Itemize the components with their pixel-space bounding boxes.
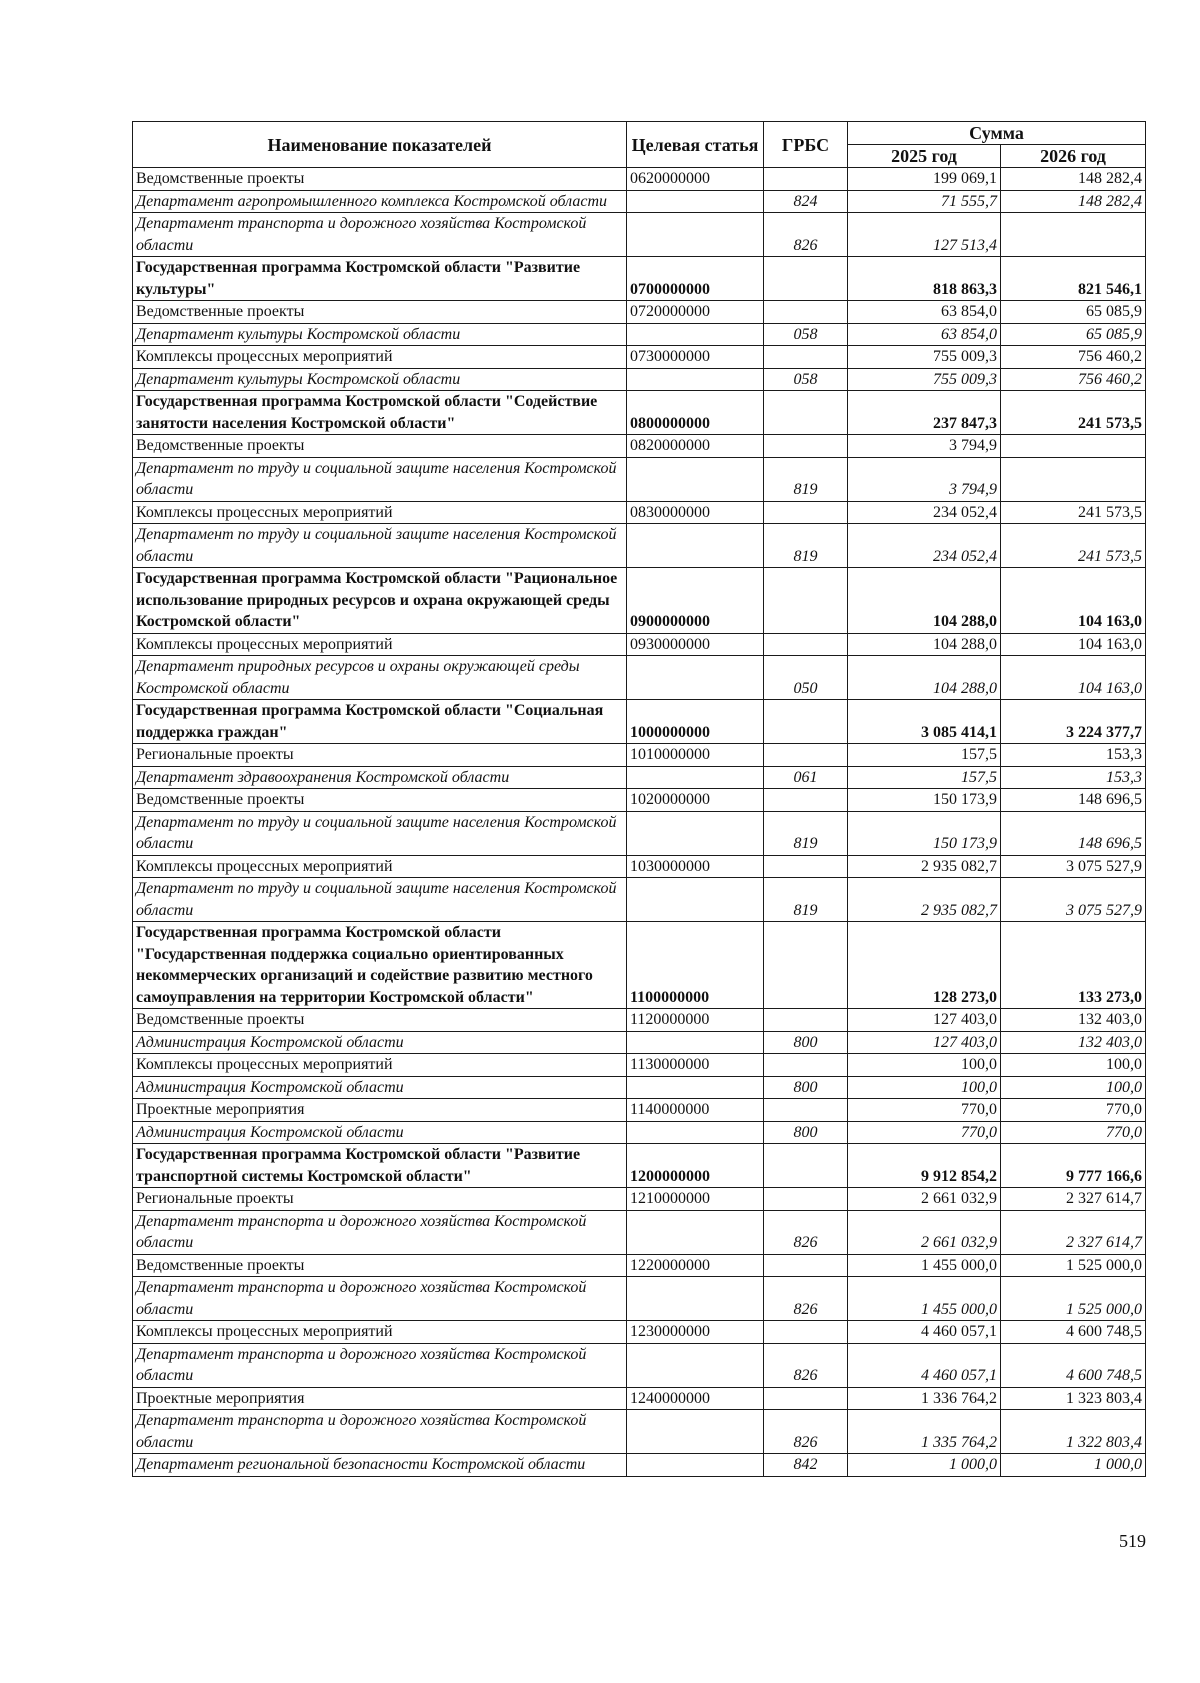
target-article-cell <box>627 656 764 700</box>
department-row <box>133 190 1146 213</box>
indicator-name-cell: Администрация Костромской области <box>133 1076 627 1099</box>
table-row <box>133 744 1146 767</box>
target-article-cell: 0720000000 <box>627 301 764 324</box>
department-row <box>133 524 1146 568</box>
grbs-cell: 826 <box>764 1210 848 1254</box>
grbs-cell: 819 <box>764 878 848 922</box>
target-article-cell: 0930000000 <box>627 633 764 656</box>
target-article-cell: 1000000000 <box>627 700 764 744</box>
sum-2025-cell: 1 455 000,0 <box>848 1254 1001 1277</box>
department-row <box>133 1210 1146 1254</box>
indicator-name-cell: Департамент транспорта и дорожного хозяйства Костромской области <box>133 1410 627 1454</box>
table-row <box>133 633 1146 656</box>
indicator-name-cell: Администрация Костромской области <box>133 1031 627 1054</box>
grbs-cell: 826 <box>764 1277 848 1321</box>
indicator-name-cell: Департамент культуры Костромской области <box>133 323 627 346</box>
department-row <box>133 1076 1146 1099</box>
indicator-name-cell: Департамент по труду и социальной защите населения Костромской области <box>133 878 627 922</box>
indicator-name-cell: Ведомственные проекты <box>133 789 627 812</box>
sum-2025-cell: 150 173,9 <box>848 811 1001 855</box>
sum-2026-cell: 100,0 <box>1001 1076 1146 1099</box>
target-article-cell <box>627 1121 764 1144</box>
sum-2025-cell: 157,5 <box>848 766 1001 789</box>
sum-2025-cell: 157,5 <box>848 744 1001 767</box>
sum-2025-cell: 234 052,4 <box>848 501 1001 524</box>
sum-2026-cell: 241 573,5 <box>1001 524 1146 568</box>
target-article-cell <box>627 1277 764 1321</box>
program-row <box>133 391 1146 435</box>
sum-2025-cell: 1 000,0 <box>848 1454 1001 1477</box>
target-article-cell: 0900000000 <box>627 568 764 634</box>
grbs-cell <box>764 1009 848 1032</box>
indicator-name-cell: Администрация Костромской области <box>133 1121 627 1144</box>
sum-2026-cell: 153,3 <box>1001 744 1146 767</box>
department-row <box>133 213 1146 257</box>
grbs-cell: 824 <box>764 190 848 213</box>
indicator-name-cell: Региональные проекты <box>133 1188 627 1211</box>
sum-2026-cell: 821 546,1 <box>1001 257 1146 301</box>
indicator-name-cell: Департамент транспорта и дорожного хозяйства Костромской области <box>133 213 627 257</box>
grbs-cell: 819 <box>764 457 848 501</box>
target-article-cell <box>627 1210 764 1254</box>
grbs-cell <box>764 391 848 435</box>
grbs-cell <box>764 568 848 634</box>
indicator-name-cell: Государственная программа Костромской области "Развитие культуры" <box>133 257 627 301</box>
sum-2025-cell: 127 513,4 <box>848 213 1001 257</box>
table-row <box>133 1099 1146 1122</box>
sum-2025-cell: 1 335 764,2 <box>848 1410 1001 1454</box>
sum-2026-cell: 1 525 000,0 <box>1001 1254 1146 1277</box>
indicator-name-cell: Комплексы процессных мероприятий <box>133 1054 627 1077</box>
indicator-name-cell: Департамент по труду и социальной защите населения Костромской области <box>133 457 627 501</box>
sum-2025-cell: 1 336 764,2 <box>848 1387 1001 1410</box>
sum-2025-cell: 770,0 <box>848 1099 1001 1122</box>
target-article-cell: 1130000000 <box>627 1054 764 1077</box>
grbs-cell: 800 <box>764 1121 848 1144</box>
indicator-name-cell: Ведомственные проекты <box>133 1009 627 1032</box>
table-row <box>133 1254 1146 1277</box>
target-article-cell: 1020000000 <box>627 789 764 812</box>
target-article-cell <box>627 1410 764 1454</box>
target-article-cell: 1100000000 <box>627 922 764 1009</box>
indicator-name-cell: Комплексы процессных мероприятий <box>133 855 627 878</box>
sum-2025-cell: 2 661 032,9 <box>848 1188 1001 1211</box>
sum-2026-cell: 1 525 000,0 <box>1001 1277 1146 1321</box>
sum-2026-cell: 2 327 614,7 <box>1001 1188 1146 1211</box>
department-row <box>133 1277 1146 1321</box>
grbs-cell: 058 <box>764 323 848 346</box>
indicator-name-cell: Проектные мероприятия <box>133 1099 627 1122</box>
department-row <box>133 457 1146 501</box>
header-row-1 <box>133 122 1146 145</box>
grbs-cell <box>764 700 848 744</box>
grbs-cell: 050 <box>764 656 848 700</box>
department-row <box>133 1410 1146 1454</box>
grbs-cell: 842 <box>764 1454 848 1477</box>
target-article-cell: 0620000000 <box>627 168 764 191</box>
indicator-name-cell: Региональные проекты <box>133 744 627 767</box>
target-article-cell: 1140000000 <box>627 1099 764 1122</box>
grbs-cell <box>764 744 848 767</box>
indicator-name-cell: Ведомственные проекты <box>133 435 627 458</box>
sum-2026-cell: 3 224 377,7 <box>1001 700 1146 744</box>
sum-2026-cell: 756 460,2 <box>1001 346 1146 369</box>
grbs-cell <box>764 922 848 1009</box>
department-row <box>133 878 1146 922</box>
target-article-cell: 1230000000 <box>627 1321 764 1344</box>
grbs-cell: 826 <box>764 213 848 257</box>
grbs-cell: 058 <box>764 368 848 391</box>
grbs-cell <box>764 301 848 324</box>
page-number: 519 <box>1119 1531 1146 1551</box>
sum-2026-cell: 3 075 527,9 <box>1001 855 1146 878</box>
target-article-cell: 0700000000 <box>627 257 764 301</box>
target-article-cell <box>627 878 764 922</box>
sum-2025-cell: 104 288,0 <box>848 633 1001 656</box>
grbs-cell: 800 <box>764 1076 848 1099</box>
target-article-cell <box>627 457 764 501</box>
table-row <box>133 435 1146 458</box>
sum-2026-cell: 241 573,5 <box>1001 501 1146 524</box>
department-row <box>133 1121 1146 1144</box>
target-article-cell: 1210000000 <box>627 1188 764 1211</box>
target-article-cell: 0830000000 <box>627 501 764 524</box>
table-row <box>133 1009 1146 1032</box>
indicator-name-cell: Департамент агропромышленного комплекса Костромской области <box>133 190 627 213</box>
sum-2026-cell: 104 163,0 <box>1001 633 1146 656</box>
sum-2025-cell: 71 555,7 <box>848 190 1001 213</box>
target-article-cell <box>627 190 764 213</box>
sum-2026-cell: 1 323 803,4 <box>1001 1387 1146 1410</box>
sum-2026-cell: 241 573,5 <box>1001 391 1146 435</box>
sum-2026-cell: 65 085,9 <box>1001 301 1146 324</box>
department-row <box>133 766 1146 789</box>
sum-2025-cell: 234 052,4 <box>848 524 1001 568</box>
program-row <box>133 922 1146 1009</box>
indicator-name-cell: Государственная программа Костромской области "Социальная поддержка граждан" <box>133 700 627 744</box>
indicator-name-cell: Департамент по труду и социальной защите населения Костромской области <box>133 811 627 855</box>
target-article-cell: 0800000000 <box>627 391 764 435</box>
program-row <box>133 568 1146 634</box>
sum-2025-cell: 2 935 082,7 <box>848 855 1001 878</box>
table-row <box>133 168 1146 191</box>
target-article-cell: 1030000000 <box>627 855 764 878</box>
sum-2025-cell: 63 854,0 <box>848 323 1001 346</box>
sum-2026-cell: 148 282,4 <box>1001 190 1146 213</box>
department-row <box>133 1343 1146 1387</box>
target-article-cell: 1200000000 <box>627 1144 764 1188</box>
grbs-cell: 819 <box>764 811 848 855</box>
grbs-cell <box>764 1054 848 1077</box>
sum-2026-cell: 770,0 <box>1001 1121 1146 1144</box>
sum-2026-cell: 153,3 <box>1001 766 1146 789</box>
grbs-cell <box>764 168 848 191</box>
sum-2025-cell: 100,0 <box>848 1054 1001 1077</box>
sum-2026-cell: 132 403,0 <box>1001 1031 1146 1054</box>
indicator-name-cell: Ведомственные проекты <box>133 301 627 324</box>
grbs-cell <box>764 1387 848 1410</box>
indicator-name-cell: Департамент культуры Костромской области <box>133 368 627 391</box>
indicator-name-cell: Департамент транспорта и дорожного хозяйства Костромской области <box>133 1277 627 1321</box>
target-article-cell: 0820000000 <box>627 435 764 458</box>
table-row <box>133 346 1146 369</box>
grbs-cell: 800 <box>764 1031 848 1054</box>
table-row <box>133 501 1146 524</box>
sum-2026-cell <box>1001 435 1146 458</box>
sum-2026-cell <box>1001 213 1146 257</box>
grbs-cell: 061 <box>764 766 848 789</box>
sum-2025-cell: 4 460 057,1 <box>848 1321 1001 1344</box>
sum-2025-cell: 199 069,1 <box>848 168 1001 191</box>
table-body <box>133 168 1146 1477</box>
grbs-cell: 826 <box>764 1410 848 1454</box>
target-article-cell <box>627 213 764 257</box>
grbs-cell <box>764 633 848 656</box>
indicator-name-cell: Государственная программа Костромской области "Развитие транспортной системы Костромской области" <box>133 1144 627 1188</box>
indicator-name-cell: Государственная программа Костромской области "Содействие занятости населения Костромской области" <box>133 391 627 435</box>
sum-2026-cell: 756 460,2 <box>1001 368 1146 391</box>
grbs-cell <box>764 1099 848 1122</box>
target-article-cell <box>627 368 764 391</box>
sum-2025-cell: 104 288,0 <box>848 568 1001 634</box>
indicator-name-cell: Комплексы процессных мероприятий <box>133 1321 627 1344</box>
sum-2025-cell: 9 912 854,2 <box>848 1144 1001 1188</box>
department-row <box>133 1454 1146 1477</box>
target-article-cell: 0730000000 <box>627 346 764 369</box>
sum-2025-cell: 755 009,3 <box>848 368 1001 391</box>
sum-2025-cell: 1 455 000,0 <box>848 1277 1001 1321</box>
target-article-cell <box>627 524 764 568</box>
sum-2026-cell: 148 696,5 <box>1001 811 1146 855</box>
table-row <box>133 1188 1146 1211</box>
grbs-cell <box>764 1254 848 1277</box>
target-article-cell <box>627 1031 764 1054</box>
target-article-cell: 1120000000 <box>627 1009 764 1032</box>
sum-2025-cell: 104 288,0 <box>848 656 1001 700</box>
target-article-cell: 1010000000 <box>627 744 764 767</box>
sum-2026-cell: 100,0 <box>1001 1054 1146 1077</box>
sum-2025-cell: 2 935 082,7 <box>848 878 1001 922</box>
grbs-cell <box>764 855 848 878</box>
target-article-cell <box>627 1076 764 1099</box>
sum-2026-cell: 4 600 748,5 <box>1001 1321 1146 1344</box>
indicator-name-cell: Государственная программа Костромской области "Государственная поддержка социально ориентированных некоммерческих организаций и содействие развитию местного самоуправления на территории Костромской области" <box>133 922 627 1009</box>
target-article-cell <box>627 1343 764 1387</box>
department-row <box>133 323 1146 346</box>
table-row <box>133 1387 1146 1410</box>
sum-2025-cell: 150 173,9 <box>848 789 1001 812</box>
grbs-cell <box>764 789 848 812</box>
indicator-name-cell: Комплексы процессных мероприятий <box>133 501 627 524</box>
department-row <box>133 656 1146 700</box>
sum-2025-cell: 128 273,0 <box>848 922 1001 1009</box>
indicator-name-cell: Департамент природных ресурсов и охраны окружающей среды Костромской области <box>133 656 627 700</box>
target-article-cell: 1220000000 <box>627 1254 764 1277</box>
grbs-cell <box>764 1321 848 1344</box>
budget-table <box>132 121 1146 1477</box>
sum-2026-cell: 104 163,0 <box>1001 568 1146 634</box>
sum-2026-cell: 3 075 527,9 <box>1001 878 1146 922</box>
table-row <box>133 301 1146 324</box>
header-sum: Сумма <box>848 122 1146 145</box>
sum-2026-cell: 2 327 614,7 <box>1001 1210 1146 1254</box>
target-article-cell: 1240000000 <box>627 1387 764 1410</box>
sum-2026-cell: 1 000,0 <box>1001 1454 1146 1477</box>
sum-2025-cell: 4 460 057,1 <box>848 1343 1001 1387</box>
header-year-2026: 2026 год <box>1001 145 1146 168</box>
sum-2025-cell: 3 794,9 <box>848 435 1001 458</box>
sum-2025-cell: 818 863,3 <box>848 257 1001 301</box>
sum-2026-cell: 9 777 166,6 <box>1001 1144 1146 1188</box>
grbs-cell <box>764 435 848 458</box>
grbs-cell: 826 <box>764 1343 848 1387</box>
sum-2025-cell: 770,0 <box>848 1121 1001 1144</box>
program-row <box>133 257 1146 301</box>
table-row <box>133 789 1146 812</box>
grbs-cell <box>764 1144 848 1188</box>
target-article-cell <box>627 323 764 346</box>
indicator-name-cell: Департамент транспорта и дорожного хозяйства Костромской области <box>133 1343 627 1387</box>
sum-2026-cell: 4 600 748,5 <box>1001 1343 1146 1387</box>
sum-2026-cell: 770,0 <box>1001 1099 1146 1122</box>
sum-2026-cell: 1 322 803,4 <box>1001 1410 1146 1454</box>
department-row <box>133 368 1146 391</box>
sum-2026-cell: 148 696,5 <box>1001 789 1146 812</box>
sum-2025-cell: 127 403,0 <box>848 1031 1001 1054</box>
indicator-name-cell: Департамент региональной безопасности Костромской области <box>133 1454 627 1477</box>
indicator-name-cell: Ведомственные проекты <box>133 1254 627 1277</box>
header-target-article: Целевая статья <box>627 122 764 168</box>
header-year-2025: 2025 год <box>848 145 1001 168</box>
header-indicator-name: Наименование показателей <box>133 122 627 168</box>
sum-2026-cell: 104 163,0 <box>1001 656 1146 700</box>
table-row <box>133 855 1146 878</box>
sum-2025-cell: 63 854,0 <box>848 301 1001 324</box>
sum-2025-cell: 3 085 414,1 <box>848 700 1001 744</box>
department-row <box>133 1031 1146 1054</box>
grbs-cell <box>764 257 848 301</box>
indicator-name-cell: Комплексы процессных мероприятий <box>133 346 627 369</box>
sum-2026-cell: 65 085,9 <box>1001 323 1146 346</box>
target-article-cell <box>627 766 764 789</box>
indicator-name-cell: Ведомственные проекты <box>133 168 627 191</box>
table-row <box>133 1054 1146 1077</box>
target-article-cell <box>627 811 764 855</box>
sum-2025-cell: 2 661 032,9 <box>848 1210 1001 1254</box>
indicator-name-cell: Департамент по труду и социальной защите населения Костромской области <box>133 524 627 568</box>
header-grbs: ГРБС <box>764 122 848 168</box>
program-row <box>133 700 1146 744</box>
program-row <box>133 1144 1146 1188</box>
indicator-name-cell: Департамент здравоохранения Костромской области <box>133 766 627 789</box>
grbs-cell <box>764 501 848 524</box>
grbs-cell: 819 <box>764 524 848 568</box>
sum-2026-cell: 148 282,4 <box>1001 168 1146 191</box>
sum-2026-cell: 133 273,0 <box>1001 922 1146 1009</box>
grbs-cell <box>764 346 848 369</box>
indicator-name-cell: Проектные мероприятия <box>133 1387 627 1410</box>
sum-2026-cell <box>1001 457 1146 501</box>
grbs-cell <box>764 1188 848 1211</box>
sum-2025-cell: 237 847,3 <box>848 391 1001 435</box>
indicator-name-cell: Комплексы процессных мероприятий <box>133 633 627 656</box>
sum-2025-cell: 100,0 <box>848 1076 1001 1099</box>
sum-2025-cell: 127 403,0 <box>848 1009 1001 1032</box>
indicator-name-cell: Департамент транспорта и дорожного хозяйства Костромской области <box>133 1210 627 1254</box>
target-article-cell <box>627 1454 764 1477</box>
sum-2026-cell: 132 403,0 <box>1001 1009 1146 1032</box>
table-row <box>133 1321 1146 1344</box>
department-row <box>133 811 1146 855</box>
sum-2025-cell: 755 009,3 <box>848 346 1001 369</box>
sum-2025-cell: 3 794,9 <box>848 457 1001 501</box>
indicator-name-cell: Государственная программа Костромской области "Рациональное использование природных ресурсов и охрана окружающей среды Костромской области" <box>133 568 627 634</box>
